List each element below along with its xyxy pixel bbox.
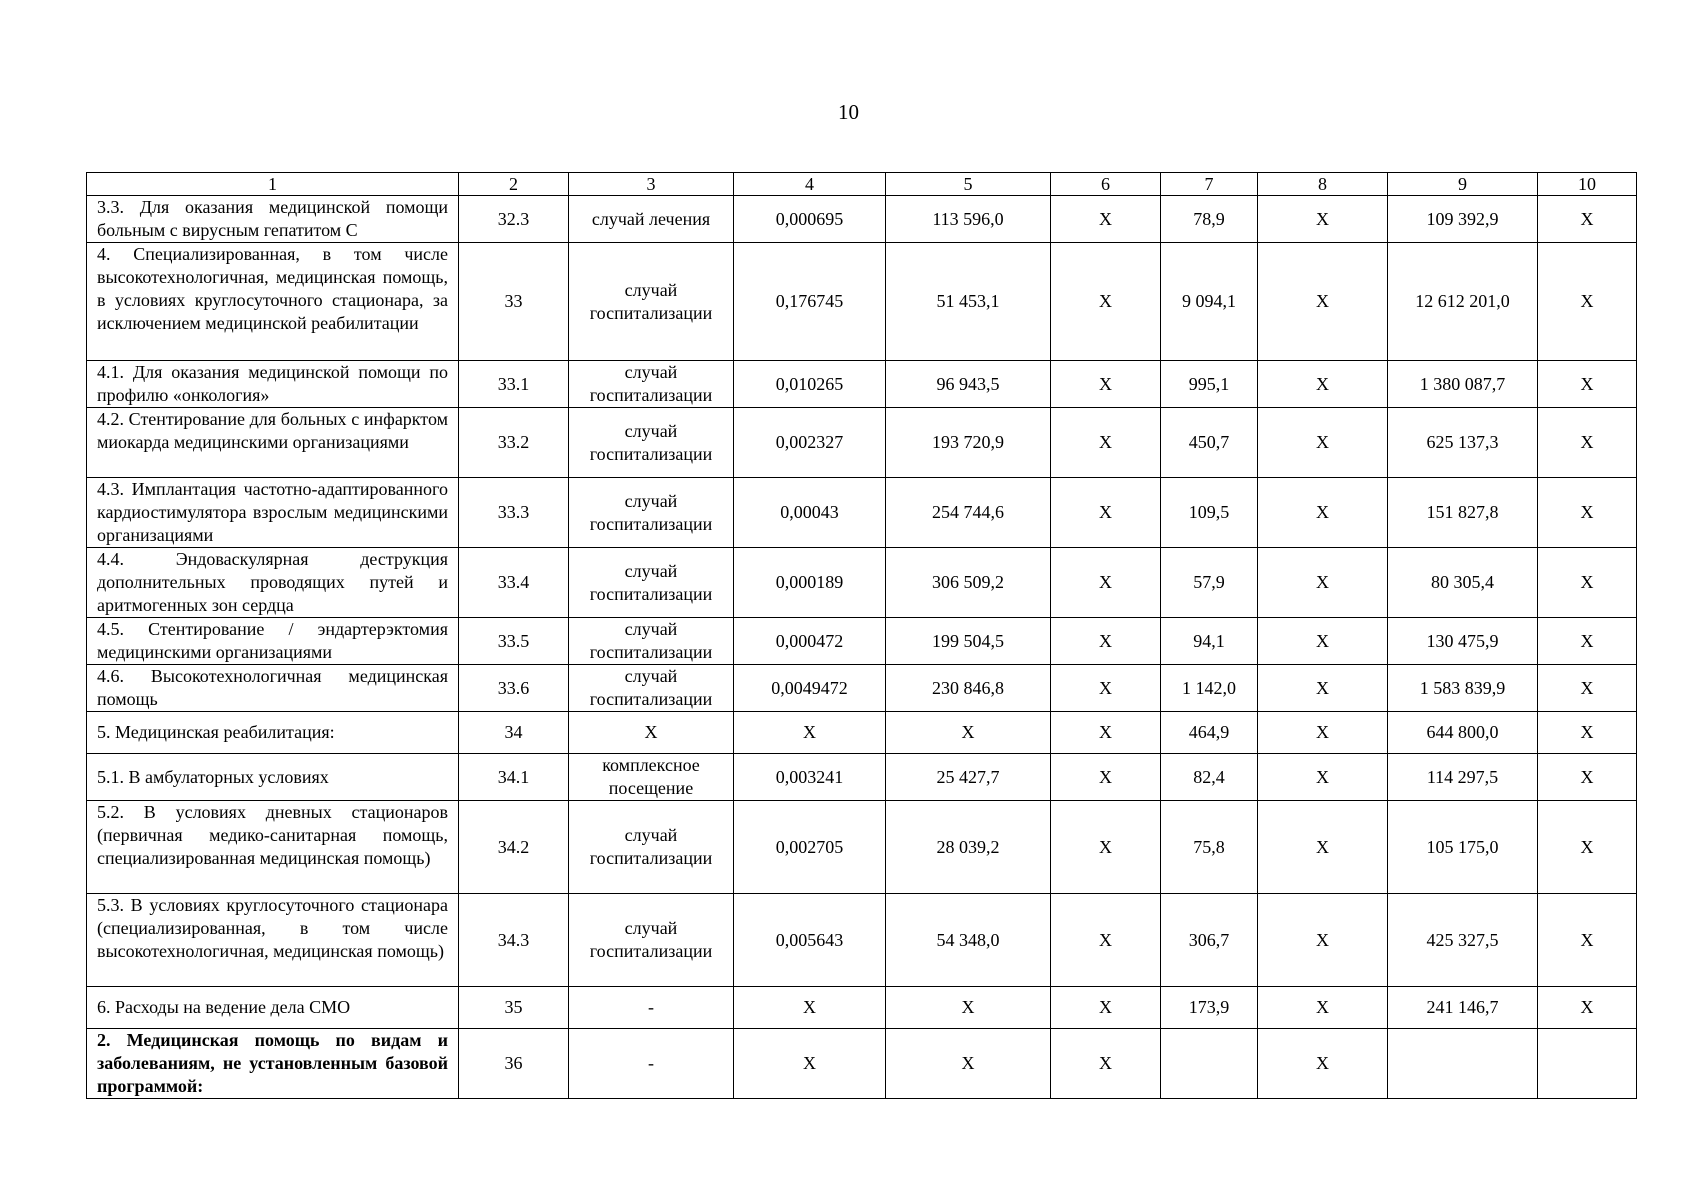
table-cell: Х [1538,712,1637,754]
table-cell: Х [1051,754,1161,801]
table-cell: случай госпитализации [569,618,734,665]
table-cell: 57,9 [1161,548,1258,618]
table-cell: 51 453,1 [886,243,1051,361]
column-header: 2 [459,173,569,196]
table-cell: Х [1051,408,1161,478]
table-row [87,243,1637,361]
table-cell: Х [1051,894,1161,987]
table-cell: 130 475,9 [1388,618,1538,665]
table-cell: 28 039,2 [886,801,1051,894]
table-cell: 35 [459,987,569,1029]
column-header: 1 [87,173,459,196]
table-row [87,1029,1637,1099]
table-row [87,987,1637,1029]
table-cell: 0,00043 [734,478,886,548]
table-cell: 644 800,0 [1388,712,1538,754]
table-cell: 995,1 [1161,361,1258,408]
table-cell: 1 583 839,9 [1388,665,1538,712]
table-cell: случай госпитализации [569,894,734,987]
table-cell: Х [1051,361,1161,408]
table-row [87,618,1637,665]
table-cell: 306,7 [1161,894,1258,987]
table-cell: 1 380 087,7 [1388,361,1538,408]
table-cell: Х [1258,243,1388,361]
column-number-row [87,173,1637,196]
page-number: 10 [838,100,859,124]
table-cell: 32.3 [459,196,569,243]
row-name-cell: 5.2. В условиях дневных стационаров (первичная медико-санитарная помощь, специализированная медицинская помощь) [87,801,459,894]
table-cell: случай госпитализации [569,243,734,361]
table-cell: 241 146,7 [1388,987,1538,1029]
table-cell: 306 509,2 [886,548,1051,618]
table-cell: 0,176745 [734,243,886,361]
row-name-cell: 4.6. Высокотехнологичная медицинская помощь [87,665,459,712]
column-header: 6 [1051,173,1161,196]
table-cell: Х [1258,408,1388,478]
table-row [87,196,1637,243]
table-cell: Х [1258,894,1388,987]
table-cell: Х [569,712,734,754]
table-cell: 34.3 [459,894,569,987]
table-cell: Х [1051,1029,1161,1099]
table-cell: 0,0049472 [734,665,886,712]
table-cell: 1 142,0 [1161,665,1258,712]
table-cell: случай госпитализации [569,361,734,408]
table-row [87,548,1637,618]
row-name-cell: 3.3. Для оказания медицинской помощи больным с вирусным гепатитом С [87,196,459,243]
table-cell: комплексное посещение [569,754,734,801]
table-cell: 151 827,8 [1388,478,1538,548]
table-cell: Х [1538,754,1637,801]
column-header: 5 [886,173,1051,196]
table-cell: 0,005643 [734,894,886,987]
table-cell: 33.6 [459,665,569,712]
table-cell: 450,7 [1161,408,1258,478]
table-cell: 12 612 201,0 [1388,243,1538,361]
table-cell: 464,9 [1161,712,1258,754]
table-cell: Х [1258,1029,1388,1099]
table-cell: Х [1051,987,1161,1029]
table-cell: Х [1258,361,1388,408]
table-cell: 425 327,5 [1388,894,1538,987]
table-cell: 0,003241 [734,754,886,801]
table-cell: 0,010265 [734,361,886,408]
table-cell: 105 175,0 [1388,801,1538,894]
table-cell [1161,1029,1258,1099]
row-name-cell: 5. Медицинская реабилитация: [87,712,459,754]
table-cell: 33.5 [459,618,569,665]
table-row [87,754,1637,801]
row-name-cell: 5.1. В амбулаторных условиях [87,754,459,801]
table-cell [1538,1029,1637,1099]
table-cell: Х [1538,361,1637,408]
table-cell: 33.4 [459,548,569,618]
table-cell: 0,002705 [734,801,886,894]
table-row [87,712,1637,754]
table-cell: 199 504,5 [886,618,1051,665]
table-cell: 33.2 [459,408,569,478]
row-name-cell: 4.1. Для оказания медицинской помощи по профилю «онкология» [87,361,459,408]
row-name-cell: 5.3. В условиях круглосуточного стационара (специализированная, в том числе высокотехнологичная, медицинская помощь) [87,894,459,987]
table-cell: Х [1538,408,1637,478]
table-cell: 109 392,9 [1388,196,1538,243]
table-cell: Х [1051,665,1161,712]
table-cell: 75,8 [1161,801,1258,894]
table-cell: 113 596,0 [886,196,1051,243]
column-header: 10 [1538,173,1637,196]
table-cell [1388,1029,1538,1099]
row-name-cell: 4.5. Стентирование / эндартерэктомия медицинскими организациями [87,618,459,665]
table-cell: Х [1258,618,1388,665]
table-cell: Х [1258,712,1388,754]
table-cell: 33 [459,243,569,361]
table-cell: Х [734,987,886,1029]
table-cell: Х [1051,196,1161,243]
row-name-cell: 2. Медицинская помощь по видам и заболеваниям, не установленным базовой программой: [87,1029,459,1099]
table-cell: 193 720,9 [886,408,1051,478]
table-cell: Х [1258,665,1388,712]
table-cell: случай госпитализации [569,665,734,712]
row-name-cell: 4. Специализированная, в том числе высокотехнологичная, медицинская помощь, в условиях круглосуточного стационара, за исключением медицинской реабилитации [87,243,459,361]
table-body [87,196,1637,1099]
table-row [87,894,1637,987]
table-cell: Х [1051,243,1161,361]
table-cell: случай госпитализации [569,478,734,548]
table-cell: 54 348,0 [886,894,1051,987]
table-cell: 0,002327 [734,408,886,478]
table-cell: Х [886,987,1051,1029]
table-cell: Х [1538,894,1637,987]
table-cell: Х [1258,548,1388,618]
table-cell: Х [1258,754,1388,801]
column-header: 3 [569,173,734,196]
table-cell: Х [1538,478,1637,548]
table-cell: Х [886,712,1051,754]
row-name-cell: 4.4. Эндоваскулярная деструкция дополнительных проводящих путей и аритмогенных зон сердца [87,548,459,618]
table-row [87,408,1637,478]
table-cell: Х [1051,478,1161,548]
column-header: 4 [734,173,886,196]
table-cell: 625 137,3 [1388,408,1538,478]
table-cell: 96 943,5 [886,361,1051,408]
table-cell: Х [1538,987,1637,1029]
table-cell: Х [1051,712,1161,754]
table-cell: Х [886,1029,1051,1099]
table-row [87,478,1637,548]
table-cell: Х [1538,196,1637,243]
table-cell: Х [1051,801,1161,894]
table-cell: 78,9 [1161,196,1258,243]
table-cell: случай лечения [569,196,734,243]
table-cell: 34.1 [459,754,569,801]
column-header: 8 [1258,173,1388,196]
table-cell: случай госпитализации [569,408,734,478]
table-cell: 33.1 [459,361,569,408]
table-cell: Х [1258,196,1388,243]
table-cell: 173,9 [1161,987,1258,1029]
table-cell: - [569,987,734,1029]
table-cell: 230 846,8 [886,665,1051,712]
table-cell: Х [1258,478,1388,548]
table-cell: 0,000695 [734,196,886,243]
table-cell: 0,000189 [734,548,886,618]
table-cell: Х [734,1029,886,1099]
column-header: 9 [1388,173,1538,196]
table-cell: 25 427,7 [886,754,1051,801]
table-cell: Х [1051,618,1161,665]
table-cell: 33.3 [459,478,569,548]
table-cell: Х [1538,243,1637,361]
table-cell: 94,1 [1161,618,1258,665]
table-cell: 9 094,1 [1161,243,1258,361]
table-cell: случай госпитализации [569,801,734,894]
table-cell: Х [1538,548,1637,618]
table-cell: 80 305,4 [1388,548,1538,618]
table-cell: - [569,1029,734,1099]
row-name-cell: 4.2. Стентирование для больных с инфарктом миокарда медицинскими организациями [87,408,459,478]
table-cell: Х [1051,548,1161,618]
table-cell: Х [1538,618,1637,665]
table-cell: Х [1258,987,1388,1029]
table-cell: Х [1538,801,1637,894]
row-name-cell: 6. Расходы на ведение дела СМО [87,987,459,1029]
table-cell: случай госпитализации [569,548,734,618]
table-row [87,801,1637,894]
table-row [87,665,1637,712]
row-name-cell: 4.3. Имплантация частотно-адаптированного кардиостимулятора взрослым медицинскими организациями [87,478,459,548]
column-header: 7 [1161,173,1258,196]
table-cell: 36 [459,1029,569,1099]
table-cell: 254 744,6 [886,478,1051,548]
table-row [87,361,1637,408]
table-cell: 34 [459,712,569,754]
financing-table [86,172,1637,1099]
table-cell: 0,000472 [734,618,886,665]
table-cell: Х [1538,665,1637,712]
table-cell: Х [734,712,886,754]
table-cell: 82,4 [1161,754,1258,801]
table-cell: 109,5 [1161,478,1258,548]
table-cell: 34.2 [459,801,569,894]
table-cell: Х [1258,801,1388,894]
table-cell: 114 297,5 [1388,754,1538,801]
